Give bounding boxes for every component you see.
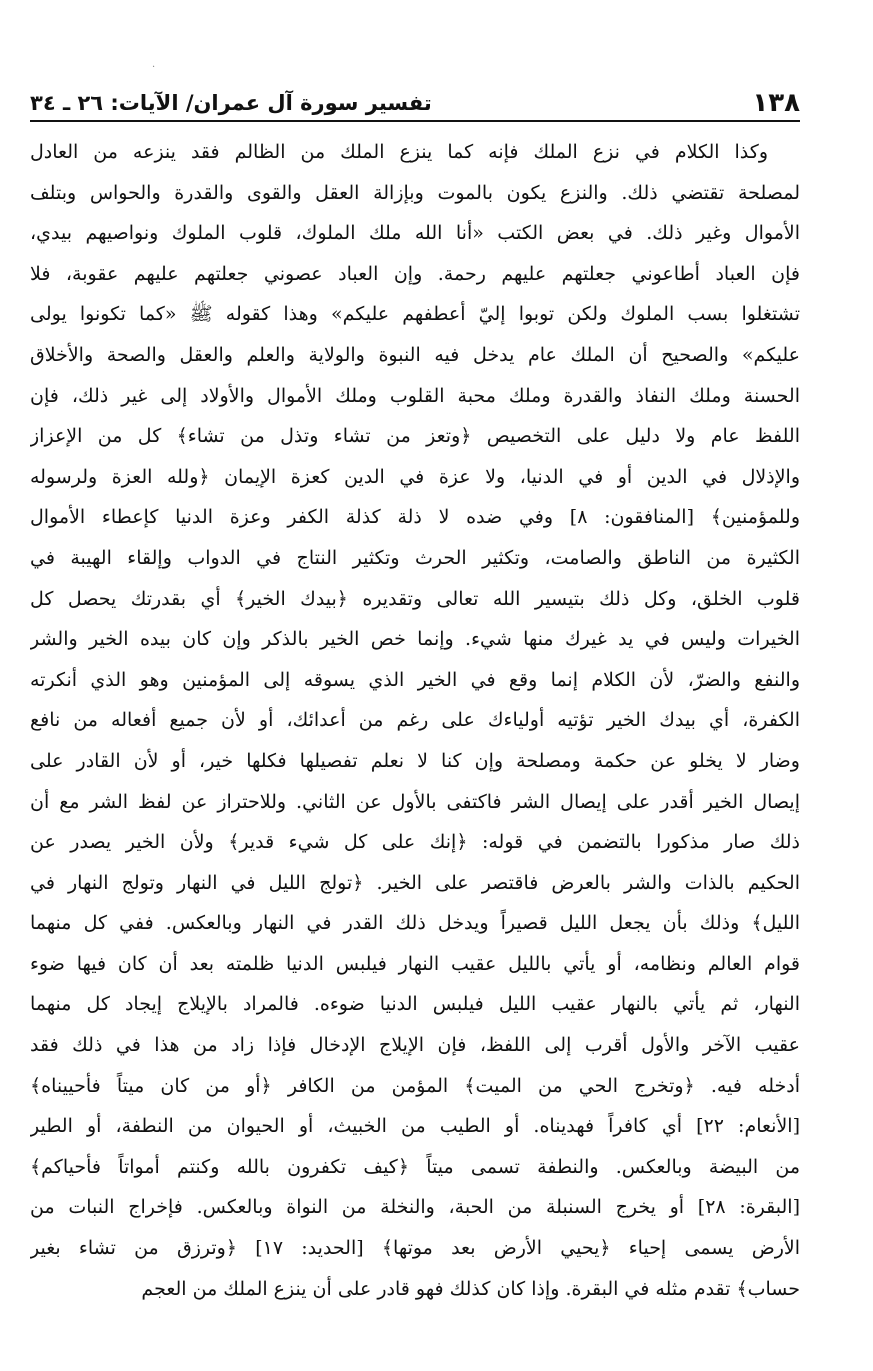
text-line: ذلك صار مذكورا بالتضمن في قوله: ﴿إنك على كل شيء قدير﴾ ولأن الخير يصدر عن <box>30 831 800 854</box>
text-line: عليكم» والصحيح أن الملك عام يدخل فيه النبوة والولاية والعلم والعقل والصحة والأخلاق <box>30 343 800 366</box>
text-line: حساب﴾ تقدم مثله في البقرة. وإذا كان كذلك فهو قادر على أن ينزع الملك من العجم <box>141 1277 800 1300</box>
text-line: الحكيم بالذات والشر بالعرض فاقتصر على الخير. ﴿تولج الليل في النهار وتولج النهار في <box>30 871 800 894</box>
text-line: وللمؤمنين﴾ [المنافقون: ٨] وفي ضده لا ذلة كذلة الكفر وعزة الدنيا كإعطاء الأموال <box>30 506 800 529</box>
text-line: فإن العباد أطاعوني جعلتهم عليهم رحمة. وإن العباد عصوني جعلتهم عليهم عقوبة، فلا <box>30 262 800 285</box>
text-line: إيصال الخير أقدر على إيصال الشر فاكتفى بالأول عن الثاني. وللاحتراز عن لفظ الشر مع أن <box>30 790 800 813</box>
text-line: من البيضة وبالعكس. والنطفة تسمى ميتاً ﴿كيف تكفرون بالله وكنتم أمواتاً فأحياكم﴾ <box>30 1155 800 1178</box>
scan-speck: · <box>152 62 156 73</box>
running-title: تفسير سورة آل عمران/ الآيات: ٢٦ ـ ٣٤ <box>30 91 432 115</box>
text-line: تشتغلوا بسب الملوك ولكن توبوا إليّ أعطفهم عليكم» وهذا كقوله ﷺ «كما تكونوا يولى <box>30 303 800 326</box>
text-line: والإذلال في الدين أو في الدنيا، ولا عزة في الدين كعزة الإيمان ﴿ولله العزة ولرسوله <box>30 465 800 488</box>
text-line: قوام العالم ونظامه، أو يأتي بالليل عقيب النهار فيلبس الدنيا ظلمته بعد أن كان فيها ضوء <box>30 952 800 975</box>
header-rule <box>30 120 800 122</box>
text-line: [الأنعام: ٢٢] أي كافراً فهديناه. أو الطيب من الخبيث، أو الحيوان من النطفة، أو الطير <box>30 1115 800 1138</box>
text-line: الليل﴾ وذلك بأن يجعل الليل قصيراً ويدخل ذلك القدر في النهار وبالعكس. ففي كل منهما <box>30 912 800 935</box>
text-line: الكثيرة من الناطق والصامت، وتكثير الحرث وتكثير النتاج في الدواب وإلقاء الهيبة في <box>30 546 800 569</box>
text-line: اللفظ عام ولا دليل على التخصيص ﴿وتعز من تشاء وتذل من تشاء﴾ كل من الإعزاز <box>30 425 800 448</box>
text-line: والنفع والضرّ، لأن الكلام إنما وقع في الخير الذي يسوقه إلى المؤمنين وهو الذي أنكرته <box>30 668 800 691</box>
text-line: وكذا الكلام في نزع الملك فإنه كما ينزع الملك من الظالم فقد ينزعه من العادل <box>30 141 768 163</box>
page-number: ١٣٨ <box>752 88 800 118</box>
text-line: الحسنة وملك النفاذ والقدرة وملك محبة القلوب وملك الأموال والأولاد إلى غير ذلك، فإن <box>30 384 800 407</box>
text-line: النهار، ثم يأتي بالنهار عقيب الليل فيلبس الدنيا ضوءه. فالمراد بالإيلاج إيجاد كل منهما <box>30 993 800 1016</box>
text-line: لمصلحة تقتضي ذلك. والنزع يكون بالموت وبإزالة العقل والقوى والقدرة والحواس وبتلف <box>30 181 800 204</box>
text-line: الكفرة، أي بيدك الخير تؤتيه أولياءك على رغم من أعدائك، أو لأن جميع أفعاله من نافع <box>30 709 800 732</box>
text-line: الأموال وغير ذلك. في بعض الكتب «أنا الله ملك الملوك، قلوب الملوك ونواصيهم بيدي، <box>30 222 800 245</box>
text-line: عقيب الآخر والأول أقرب إلى اللفظ، فإن الإيلاج الإدخال فإذا زاد من هذا في ذلك فقد <box>30 1034 800 1057</box>
page-header <box>30 84 800 118</box>
text-line: وضار لا يخلو عن حكمة ومصلحة وإن كنا لا نعلم تفصيلها فكلها خير، أو لأن القادر على <box>30 749 800 772</box>
text-line: أدخله فيه. ﴿وتخرج الحي من الميت﴾ المؤمن من الكافر ﴿أو من كان ميتاً فأحييناه﴾ <box>30 1074 800 1097</box>
body-text <box>30 132 800 1347</box>
text-line: الخيرات وليس في يد غيرك منها شيء. وإنما خص الخير بالذكر وإن كان بيده الخير والشر <box>30 628 800 651</box>
text-line: [البقرة: ٢٨] أو يخرج السنبلة من الحبة، والنخلة من النواة وبالعكس. فإخراج النبات من <box>30 1196 800 1219</box>
text-line: الأرض يسمى إحياء ﴿يحيي الأرض بعد موتها﴾ [الحديد: ١٧] ﴿وترزق من تشاء بغير <box>30 1237 800 1260</box>
text-line: قلوب الخلق، وكل ذلك بتيسير الله تعالى وتقديره ﴿بيدك الخير﴾ أي بقدرتك يحصل كل <box>30 587 800 610</box>
